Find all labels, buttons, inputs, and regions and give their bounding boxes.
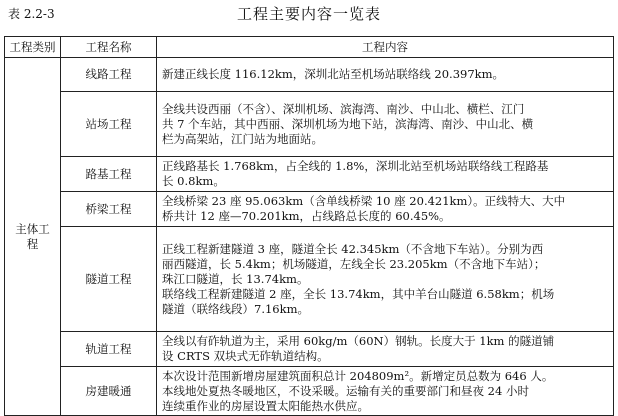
content-line: 联络线工程新建隧道 2 座，全长 13.74km，其中羊台山隧道 6.58km；机场 — [162, 286, 555, 301]
category-cell: 主体工程 — [5, 58, 61, 416]
project-content-cell — [157, 192, 614, 227]
table-title: 工程主要内容一览表 — [236, 5, 381, 23]
table-row — [5, 58, 614, 92]
content-line: 栏为高架站，江门站为地面站。 — [162, 131, 323, 146]
content-line: 全线共设西丽（不含）、深圳机场、滨海湾、南沙、中山北、横栏、江门 — [162, 101, 525, 116]
content-line: 连续重作业的房屋设置太阳能热水供应。 — [162, 398, 369, 413]
project-content-cell — [157, 332, 614, 367]
content-line: 全线以有砟轨道为主，采用 60kg/m（60N）钢轨。长度大于 1km 的隧道铺 — [162, 334, 555, 348]
content-line: 本线地处夏热冬暖地区，不设采暖。运输有关的重要部门和昼夜 24 小时 — [162, 383, 529, 398]
content-line: 正线工程新建隧道 3 座，隧道全长 42.345km（不含地下车站）。分别为西 — [162, 241, 544, 256]
table-number: 表 2.2-3 — [8, 7, 55, 21]
table-row — [5, 157, 614, 192]
project-name-cell: 轨道工程 — [61, 332, 157, 367]
content-line: 新建正线长度 116.12km，深圳北站至机场站联络线 20.397km。 — [162, 67, 505, 81]
project-content-cell — [157, 227, 614, 332]
project-content-cell — [157, 58, 614, 92]
project-name-cell: 桥梁工程 — [61, 192, 157, 227]
content-line: 设 CRTS 双块式无砟轨道结构。 — [162, 349, 329, 363]
content-line: 共 7 个车站，其中西丽、深圳机场为地下站，滨海湾、南沙、中山北、横 — [162, 116, 534, 131]
project-name-cell: 线路工程 — [61, 58, 157, 92]
project-name-cell: 站场工程 — [61, 92, 157, 157]
header-content: 工程内容 — [157, 37, 614, 58]
project-content-cell — [157, 92, 614, 157]
header-name: 工程名称 — [61, 37, 157, 58]
project-name-cell: 房建暖通 — [61, 367, 157, 416]
content-line: 全线桥梁 23 座 95.063km（含单线桥梁 10 座 20.421km）。正线特大、大中 — [162, 194, 566, 208]
content-line: 珠江口隧道，长 13.74km。 — [162, 271, 309, 286]
header-category: 工程类别 — [5, 37, 61, 58]
project-content-cell — [157, 157, 614, 192]
table-row — [5, 227, 614, 332]
content-line: 隧道（联络线段）7.16km。 — [162, 301, 309, 316]
table-row — [5, 367, 614, 416]
content-line: 桥共计 12 座—70.201km，占线路总长度的 60.45%。 — [162, 209, 451, 223]
table-header-row — [5, 37, 614, 58]
content-line: 长 0.8km。 — [162, 174, 225, 188]
project-content-cell — [157, 367, 614, 416]
content-line: 丽西隧道，长 5.4km；机场隧道，左线全长 23.205km（不含地下车站）； — [162, 256, 546, 271]
content-line: 本次设计范围新增房屋建筑面积总计 204809m²。新增定员总数为 646 人。 — [162, 368, 554, 383]
content-line: 正线路基长 1.768km，占全线的 1.8%，深圳北站至机场站联络线工程路基 — [162, 159, 549, 173]
project-name-cell: 隧道工程 — [61, 227, 157, 332]
project-content-table — [4, 36, 614, 416]
table-row — [5, 92, 614, 157]
table-row — [5, 332, 614, 367]
table-row — [5, 192, 614, 227]
project-name-cell: 路基工程 — [61, 157, 157, 192]
